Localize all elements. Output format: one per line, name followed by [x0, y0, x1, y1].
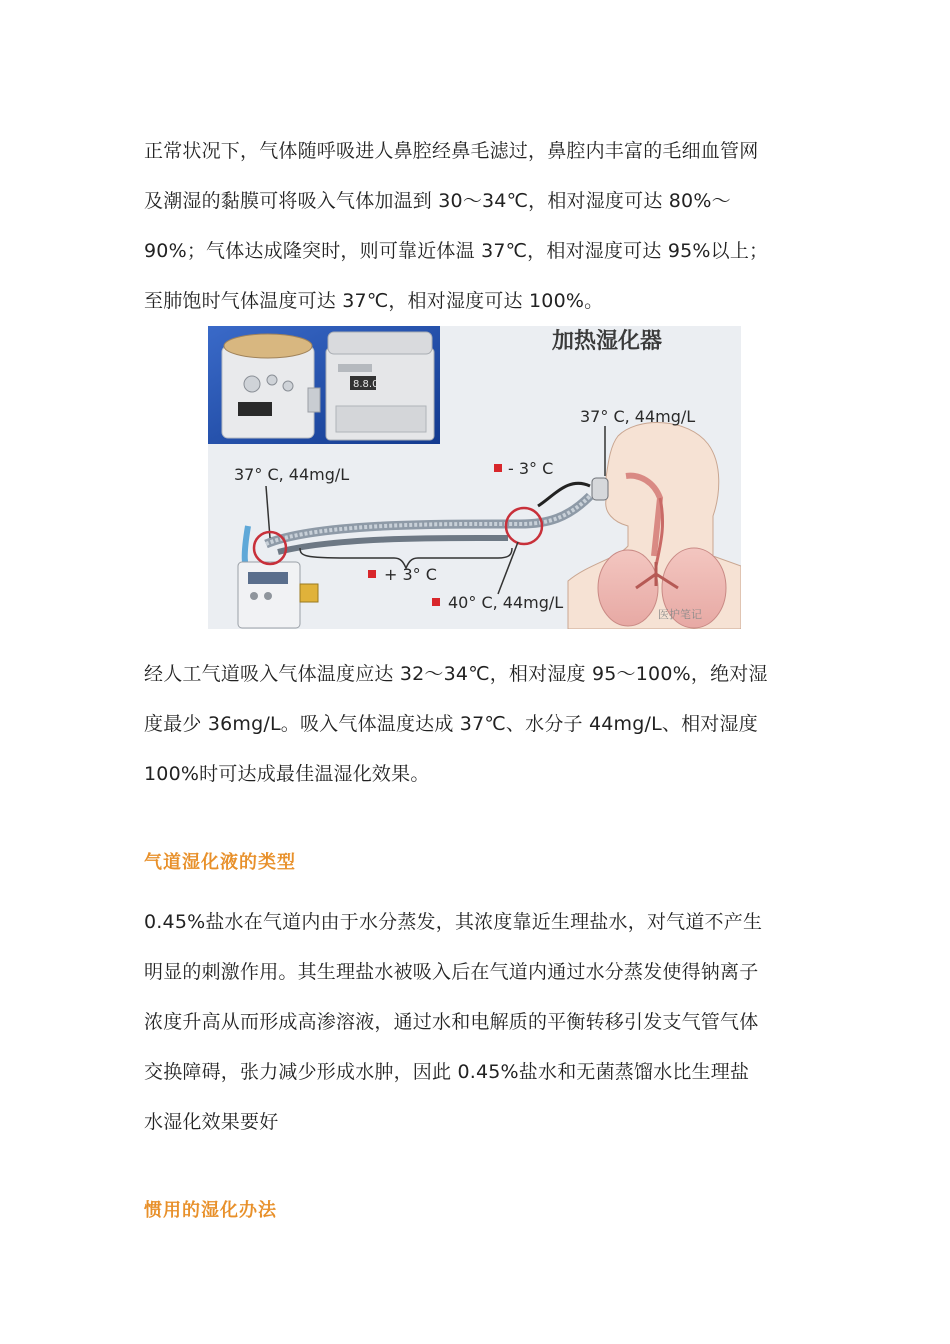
face-mask — [592, 478, 608, 500]
heated-humidifier-diagram — [208, 326, 741, 629]
section-heading-humidification-methods: 惯用的湿化办法 — [144, 1200, 277, 1221]
text-line: 90%；气体达成隆突时，则可靠近体温 37℃，相对湿度可达 95%以上； — [144, 240, 769, 262]
humidifier-device-photo-1 — [222, 334, 320, 438]
patient-anatomy-illustration — [568, 423, 741, 629]
label-temperature-drop: - 3° C — [508, 459, 554, 478]
text-line: 至肺饱时气体温度可达 37℃，相对湿度可达 100%。 — [144, 290, 604, 312]
paragraph-artificial-airway — [144, 649, 810, 799]
text-line: 及潮湿的黏膜可将吸入气体加温到 30～34℃，相对湿度可达 80%～ — [144, 190, 731, 212]
text-line: 浓度升高从而形成高渗溶液，通过水和电解质的平衡转移引发支气管气体 — [144, 1011, 759, 1033]
paragraph-saline — [144, 897, 810, 1147]
red-marker — [494, 464, 502, 472]
text-line: 度最少 36mg/L。吸入气体温度达成 37℃、水分子 44mg/L、相对湿度 — [144, 713, 758, 735]
heated-humidifier-figure — [208, 326, 741, 629]
label-mouth-temperature: 37° C, 44mg/L — [580, 407, 696, 426]
watermark: 医护笔记 — [658, 608, 702, 621]
text-line: 经人工气道吸入气体温度应达 32～34℃，相对湿度 95～100%，绝对湿 — [144, 663, 768, 685]
text-line: 交换障碍，张力减少形成水肿，因此 0.45%盐水和无菌蒸馏水比生理盐 — [144, 1061, 750, 1083]
label-circuit-temperature: 40° C, 44mg/L — [448, 593, 564, 612]
red-marker — [432, 598, 440, 606]
text-line: 正常状况下，气体随呼吸进人鼻腔经鼻毛滤过，鼻腔内丰富的毛细血管网 — [144, 140, 759, 162]
figure-title: 加热湿化器 — [552, 329, 663, 354]
paragraph-nasal-humidification — [144, 126, 810, 326]
section-heading-humidification-types: 气道湿化液的类型 — [144, 852, 296, 873]
text-line: 水湿化效果要好 — [144, 1111, 279, 1133]
device-display-readout: 8.8.0 — [353, 379, 379, 390]
text-line: 100%时可达成最佳温湿化效果。 — [144, 763, 430, 785]
text-line: 明显的刺激作用。其生理盐水被吸入后在气道内通过水分蒸发使得钠离子 — [144, 961, 759, 983]
red-marker — [368, 570, 376, 578]
text-line: 0.45%盐水在气道内由于水分蒸发，其浓度靠近生理盐水，对气道不产生 — [144, 911, 763, 933]
label-temperature-rise: + 3° C — [384, 565, 437, 584]
humidifier-base-unit — [238, 562, 318, 628]
humidifier-device-photo-2 — [326, 332, 434, 440]
label-humidifier-output: 37° C, 44mg/L — [234, 465, 350, 484]
